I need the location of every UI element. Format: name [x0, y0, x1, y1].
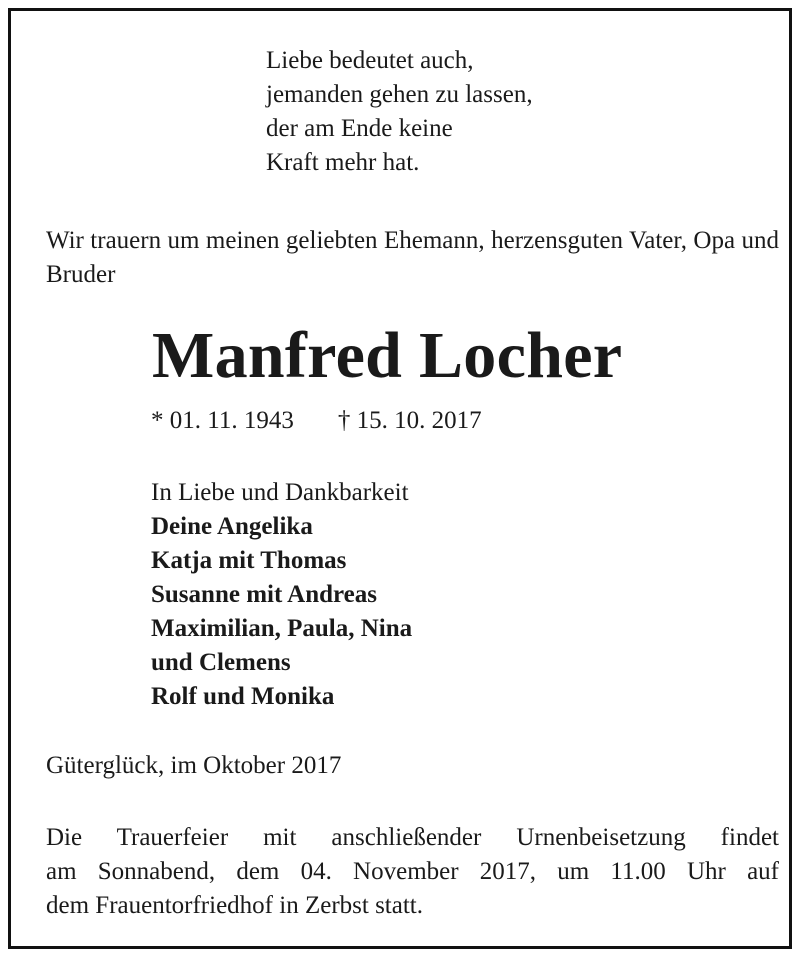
obituary-frame: [8, 8, 792, 949]
mourning-intro: Wir trauern um meinen geliebten Ehemann, herzensguten Vater, Opa und Bruder: [46, 227, 779, 288]
life-dates: [151, 404, 482, 438]
mourner-line: Rolf und Monika: [151, 683, 335, 710]
poem-line: jemanden gehen zu lassen,: [266, 81, 533, 108]
death-date: † 15. 10. 2017: [337, 407, 482, 434]
place-and-date: Güterglück, im Oktober 2017: [46, 752, 342, 779]
birth-date: * 01. 11. 1943: [151, 407, 294, 434]
poem-line: Kraft mehr hat.: [266, 149, 420, 176]
funeral-line: dem Frauentorfriedhof in Zerbst statt.: [46, 892, 423, 919]
mourner-line: Susanne mit Andreas: [151, 581, 377, 608]
funeral-notice: [46, 821, 779, 923]
mourner-line: und Clemens: [151, 649, 291, 676]
mourner-line: Deine Angelika: [151, 513, 313, 540]
poem: [266, 44, 533, 180]
poem-line: Liebe bedeutet auch,: [266, 47, 474, 74]
mourners-opening: In Liebe und Dankbarkeit: [151, 479, 409, 506]
deceased-name: Manfred Locher: [152, 319, 623, 392]
mourner-line: Maximilian, Paula, Nina: [151, 615, 413, 642]
funeral-line: Die Trauerfeier mit anschließender Urnenbeisetzung findet: [46, 824, 779, 851]
mourners-block: [151, 476, 412, 714]
funeral-line: am Sonnabend, dem 04. November 2017, um 11.00 Uhr auf: [46, 858, 779, 885]
mourner-line: Katja mit Thomas: [151, 547, 347, 574]
poem-line: der am Ende keine: [266, 115, 453, 142]
